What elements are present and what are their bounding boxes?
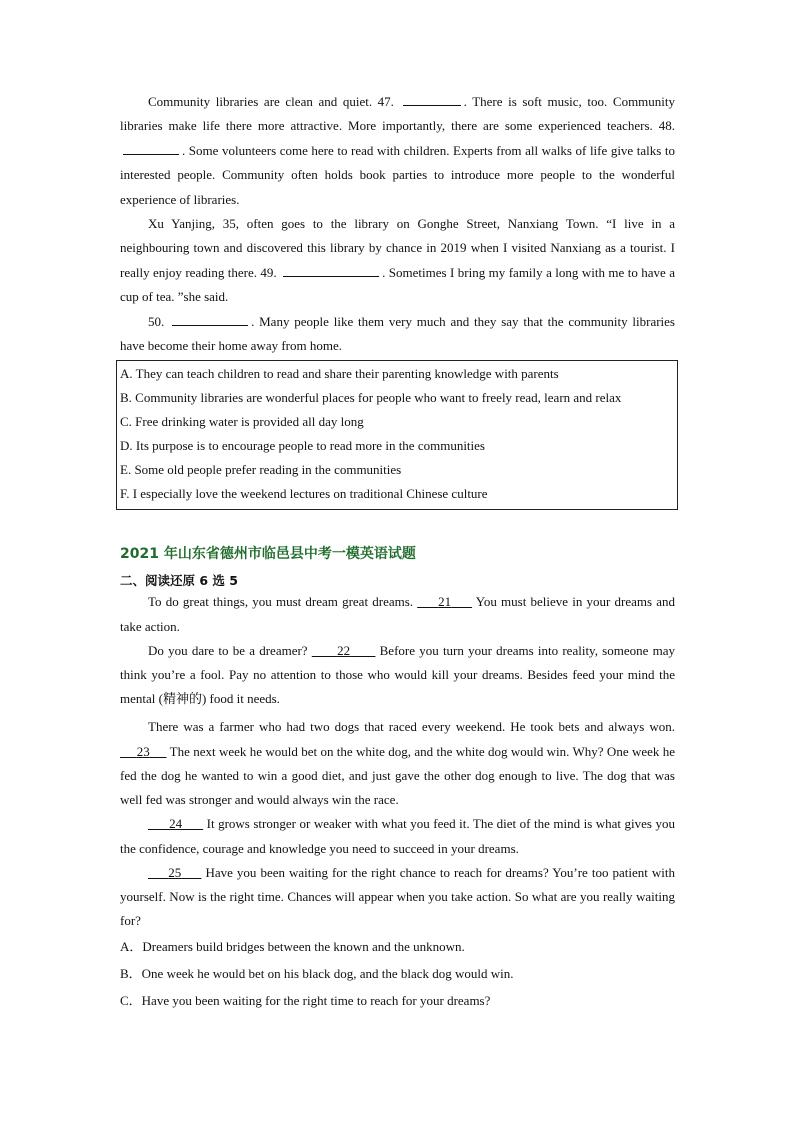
answer-blank-48[interactable] [123, 142, 179, 155]
answer-blank-24[interactable]: 24 [169, 816, 183, 832]
passage2-option-c: C．Have you been waiting for the right time to reach for your dreams? [120, 993, 491, 1009]
passage2-paragraph-1: To do great things, you must dream great dreams. 21 You must believe in your dreams and take action. [120, 594, 676, 634]
exam-title: 2021 年山东省德州市临邑县中考一模英语试题 [120, 546, 416, 563]
passage2-paragraph-5: 25 Have you been waiting for the right chance to reach for dreams? You’re too patient with yourself. Now is the right time. Chances will appear when you take action. So what are you really waiting for? [120, 864, 676, 929]
option-c: C. Free drinking water is provided all day long [120, 414, 364, 430]
option-f: F. I especially love the weekend lectures on traditional Chinese culture [120, 486, 488, 502]
answer-blank-47[interactable] [403, 93, 461, 106]
answer-blank-22[interactable]: 22 [337, 642, 351, 658]
passage2-paragraph-2: Do you dare to be a dreamer? 22 Before you turn your dreams into reality, someone may think you’re a fool. Pay no attention to those who would kill your dreams. Besides feed your mind the mental (精神的) food it needs. [120, 642, 675, 707]
passage2-option-a: A．Dreamers build bridges between the known and the unknown. [120, 939, 465, 955]
passage1-paragraph-1: Community libraries are clean and quiet. 47. . There is soft music, too. Community libraries make life there more attractive. More importantly, there are some experienced teachers. 48. . Some volunteers come here to read with children. Experts from all walks of life give talks to interested people. Community often holds book parties to introduce more people to the wonderful experience of libraries. [120, 94, 676, 207]
answer-blank-25[interactable]: 25 [168, 864, 182, 880]
passage2-paragraph-4: 24 It grows stronger or weaker with what you feed it. The diet of the mind is what gives you the confidence, courage and knowledge you need to succeed in your dreams. [120, 816, 676, 856]
document-content [120, 90, 675, 1014]
answer-blank-21[interactable]: 21 [438, 594, 452, 610]
passage2-paragraph-3: There was a farmer who had two dogs that raced every weekend. He took bets and always won. 23 The next week he would bet on the white dog, and the white dog would win. Why? One week he fed the dog he wanted to win a good diet, and just gave the other dog enough to live. The dog that was well fed was stronger and would always win the race. [120, 719, 675, 808]
passage2 [120, 590, 675, 1014]
option-b: B. Community libraries are wonderful places for people who want to freely read, learn and relax [120, 390, 622, 406]
passage2-option-b: B．One week he would bet on his black dog, and the black dog would win. [120, 966, 514, 982]
passage1-options-box [116, 360, 678, 510]
passage1-paragraph-3: 50. . Many people like them very much and they say that the community libraries have become their home away from home. [120, 313, 675, 354]
answer-blank-49[interactable] [283, 264, 379, 277]
answer-blank-50[interactable] [172, 313, 248, 326]
option-d: D. Its purpose is to encourage people to read more in the communities [120, 438, 485, 454]
section-subtitle: 二、阅读还原 6 选 5 [120, 573, 238, 589]
answer-blank-23[interactable]: 23 [136, 743, 150, 759]
passage1-paragraph-2: Xu Yanjing, 35, often goes to the library on Gonghe Street, Nanxiang Town. “I live in a neighbouring town and discovered this library by chance in 2019 when I visited Nanxiang as a tourist. I really enjoy reading there. 49. . Sometimes I bring my family a long with me to have a cup of tea. ”she said. [120, 216, 676, 305]
option-e: E. Some old people prefer reading in the communities [120, 462, 402, 478]
option-a: A. They can teach children to read and share their parenting knowledge with parents [120, 366, 559, 382]
